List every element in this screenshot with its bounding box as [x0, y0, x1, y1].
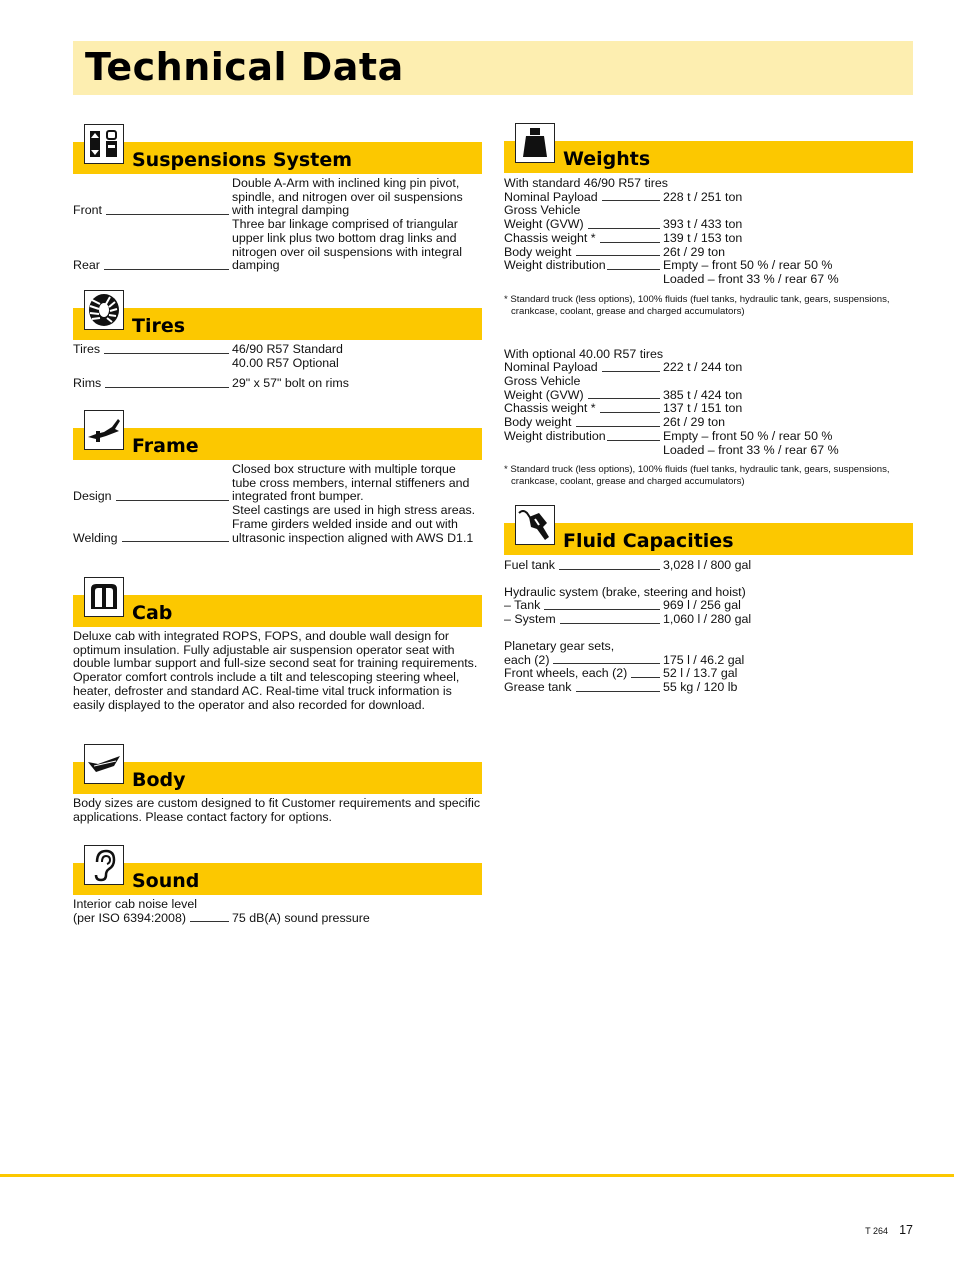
- cab-icon: [84, 577, 124, 617]
- section-title: Body: [132, 769, 186, 791]
- page-title: Technical Data: [85, 45, 404, 89]
- spec-row: Chassis weight * 139 t / 153 ton: [504, 230, 743, 245]
- spec-row: Front wheels, each (2) 52 l / 13.7 gal: [504, 666, 738, 681]
- spec-row: Body weight 26t / 29 ton: [504, 415, 726, 430]
- section-suspension: [73, 142, 482, 273]
- suspension-icon: [84, 124, 124, 164]
- spec-row: Weight distribution Empty – front 50 % / rear 50 %: [504, 258, 833, 273]
- ear-icon: [84, 845, 124, 885]
- spec-row: Tires 46/90 R57 Standard: [73, 342, 343, 356]
- weights-optional-intro: With optional 40.00 R57 tires: [504, 346, 664, 361]
- section-tires: [73, 308, 482, 391]
- footer-rule: [0, 1174, 954, 1177]
- spec-row: Weight (GVW) 393 t / 433 ton: [504, 217, 743, 232]
- spec-row: Nominal Payload 222 t / 244 ton: [504, 360, 743, 375]
- weight-icon: [515, 123, 555, 163]
- spec-row: Rear Three bar linkage comprised of triangular upper link plus two bottom drag links and nitrogen over oil suspensions with integral damping: [73, 217, 463, 273]
- section-weights: [504, 141, 913, 488]
- section-title: Sound: [132, 870, 200, 892]
- footnote: * Standard truck (less options), 100% fluids (fuel tanks, hydraulic tank, gears, suspensions, crankcase, coolant, grease and charged accumulators): [504, 293, 890, 317]
- spec-row: Grease tank 55 kg / 120 lb: [504, 679, 738, 694]
- cab-description: Deluxe cab with integrated ROPS, FOPS, and double wall design for optimum insulation. Fully adjustable air suspension operator seat with double lumbar support and full-size second seat for training requirements. Operator comfort controls include a tilt and telescoping steering wheel, heater, defroster and standard AC. Real-time vital truck information is easily displayed to the operator and also recorded for download.: [73, 629, 478, 712]
- spec-row: Fuel tank 3,028 l / 800 gal: [504, 558, 752, 572]
- section-title: Tires: [132, 315, 186, 337]
- spec-row: Gross Vehicle: [504, 374, 581, 389]
- footnote: * Standard truck (less options), 100% fluids (fuel tanks, hydraulic tank, gears, suspensions, crankcase, coolant, grease and charged accumulators): [504, 464, 890, 488]
- hydraulic-intro: Hydraulic system (brake, steering and hoist): [504, 584, 746, 599]
- spec-row: Nominal Payload 228 t / 251 ton: [504, 189, 743, 204]
- section-sound: [73, 863, 482, 925]
- document-code: T 264: [865, 1226, 888, 1236]
- section-fluids: [504, 523, 913, 695]
- section-cab: [73, 595, 482, 712]
- spec-row: – System 1,060 l / 280 gal: [504, 612, 752, 627]
- spec-row: (per ISO 6394:2008) 75 dB(A) sound pressure: [73, 910, 370, 925]
- fuel-nozzle-icon: [515, 505, 555, 545]
- body-description: Body sizes are custom designed to fit Customer requirements and specific applications. Please contact factory for options.: [73, 796, 481, 824]
- spec-row: each (2) 175 l / 46.2 gal: [504, 652, 745, 667]
- sound-line: Interior cab noise level: [73, 897, 197, 911]
- section-title: Weights: [563, 148, 651, 170]
- section-title: Cab: [132, 602, 173, 624]
- spec-row: Rims 29" x 57" bolt on rims: [73, 376, 349, 391]
- spec-row: Front Double A-Arm with inclined king pin pivot, spindle, and nitrogen over oil suspensions with integral damping: [73, 176, 463, 218]
- spec-row: 40.00 R57 Optional: [232, 355, 339, 370]
- page-number: 17: [899, 1223, 913, 1237]
- planetary-intro: Planetary gear sets,: [504, 638, 615, 653]
- spec-row: Design Closed box structure with multiple torque tube cross members, internal stiffeners and integrated front bumper.: [73, 462, 470, 504]
- spec-row: Gross Vehicle: [504, 203, 581, 218]
- section-title: Fluid Capacities: [563, 530, 734, 552]
- spec-row: Loaded – front 33 % / rear 67 %: [663, 442, 839, 457]
- spec-row: Weight distribution Empty – front 50 % / rear 50 %: [504, 428, 833, 443]
- section-body: [73, 762, 482, 824]
- spec-row: Loaded – front 33 % / rear 67 %: [663, 271, 839, 286]
- spec-row: Steel castings are used in high stress areas.: [232, 503, 476, 518]
- title-band: [73, 41, 913, 95]
- frame-icon: [84, 410, 124, 450]
- weights-standard-intro: With standard 46/90 R57 tires: [504, 176, 668, 190]
- spec-row: Body weight 26t / 29 ton: [504, 244, 726, 259]
- spec-row: – Tank 969 l / 256 gal: [504, 598, 741, 613]
- section-title: Frame: [132, 435, 199, 457]
- section-title: Suspensions System: [132, 149, 353, 171]
- tire-icon: [84, 290, 124, 330]
- section-frame: [73, 428, 482, 545]
- body-icon: [84, 744, 124, 784]
- spec-row: Chassis weight * 137 t / 151 ton: [504, 401, 743, 416]
- spec-row: Welding Frame girders welded inside and out with ultrasonic inspection aligned with AWS D1.1: [73, 516, 474, 545]
- spec-row: Weight (GVW) 385 t / 424 ton: [504, 387, 743, 402]
